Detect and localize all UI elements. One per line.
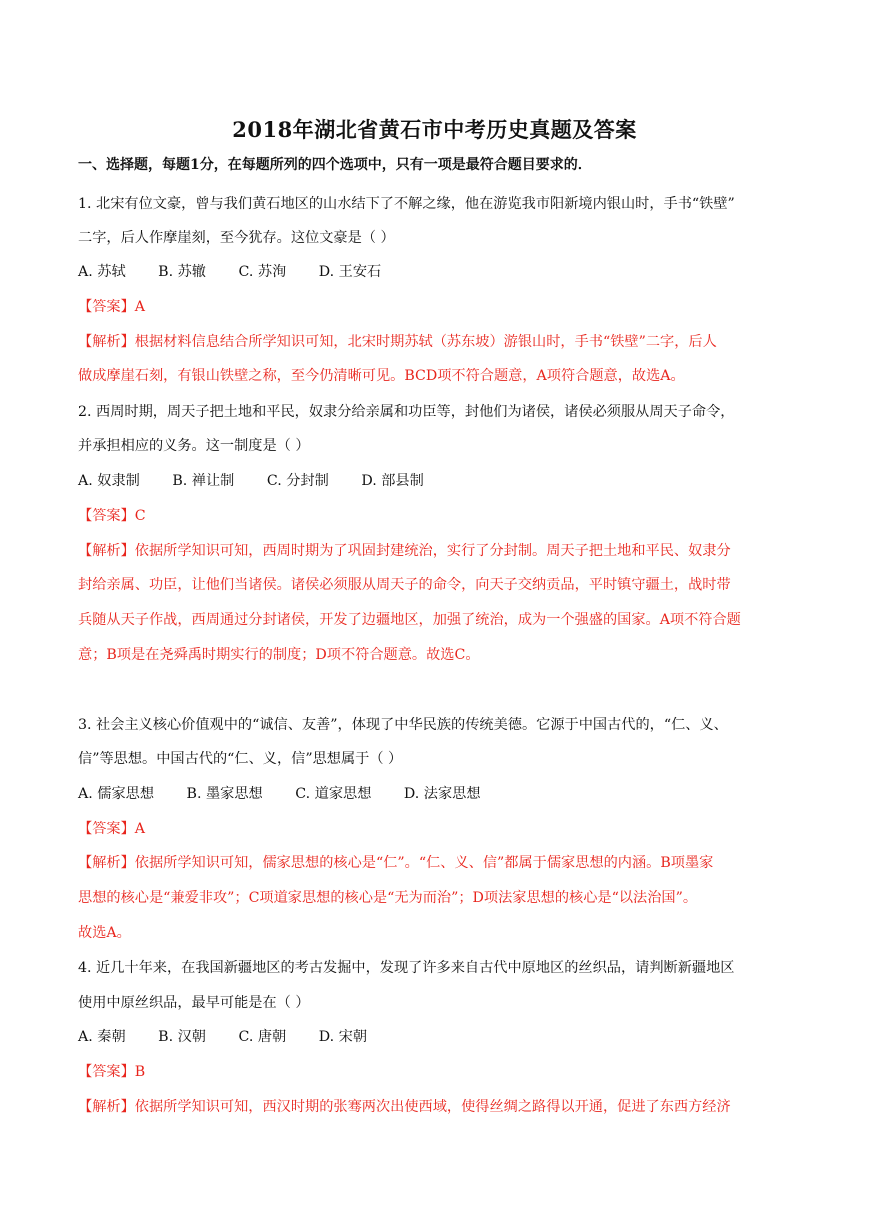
question-4-analysis-line-1: 【解析】依据所学知识可知，西汉时期的张骞两次出使西域，使得丝绸之路得以开通，促进了东西方经济 xyxy=(78,1099,731,1115)
question-1-options xyxy=(78,262,798,282)
question-3-answer: 【答案】A xyxy=(78,821,145,837)
question-2-answer: 【答案】C xyxy=(78,508,146,524)
question-1-analysis-line-1: 【解析】根据材料信息结合所学知识可知，北宋时期苏轼（苏东坡）游银山时，手书“铁壁”二字，后人 xyxy=(78,334,717,350)
question-2-stem-line-2: 并承担相应的义务。这一制度是（ ） xyxy=(78,438,310,454)
question-3-option-a: A. 儒家思想 xyxy=(78,786,155,802)
question-1-option-a: A. 苏轼 xyxy=(78,264,126,280)
question-4-option-c: C. 唐朝 xyxy=(238,1029,287,1045)
question-1-answer: 【答案】A xyxy=(78,299,145,315)
question-4-stem-line-2: 使用中原丝织品，最早可能是在（ ） xyxy=(78,995,310,1011)
question-4-options xyxy=(78,1027,798,1047)
question-4-option-b: B. 汉朝 xyxy=(158,1029,206,1045)
question-3-option-c: C. 道家思想 xyxy=(295,786,372,802)
question-3-analysis-line-1: 【解析】依据所学知识可知，儒家思想的核心是“仁”。“仁、义、信”都属于儒家思想的内涵。B项墨家 xyxy=(78,855,714,871)
question-3-stem-line-2: 信”等思想。中国古代的“仁、义，信”思想属于（ ） xyxy=(78,751,403,767)
question-2-analysis-line-2: 封给亲属、功臣，让他们当诸侯。诸侯必须服从周天子的命令，向天子交纳贡品，平时镇守疆土，战时带 xyxy=(78,577,731,593)
question-2-stem-line-1: 2. 西周时期，周天子把土地和平民，奴隶分给亲属和功臣等，封他们为诸侯，诸侯必须服从周天子命令， xyxy=(78,404,735,420)
question-1-analysis-line-2: 做成摩崖石刻，有银山铁壁之称，至今仍清晰可见。BCD项不符合题意，A项符合题意，故选A。 xyxy=(78,368,685,384)
question-3-analysis-line-2: 思想的核心是“兼爱非攻”；C项道家思想的核心是“无为而治”；D项法家思想的核心是“以法治国”。 xyxy=(78,890,698,906)
question-2-options xyxy=(78,471,798,491)
question-2-option-c: C. 分封制 xyxy=(266,473,329,489)
question-2-analysis-line-4: 意；B项是在尧舜禹时期实行的制度；D项不符合题意。故选C。 xyxy=(78,647,480,663)
question-4-stem-line-1: 4. 近几十年来，在我国新疆地区的考古发掘中，发现了许多来自古代中原地区的丝织品，请判断新疆地区 xyxy=(78,960,735,976)
question-2-option-a: A. 奴隶制 xyxy=(78,473,140,489)
question-3-analysis-line-3: 故选A。 xyxy=(78,925,131,941)
page-title: 2018年湖北省黄石市中考历史真题及答案 xyxy=(232,117,637,142)
section-heading: 一、选择题，每题1分，在每题所列的四个选项中，只有一项是最符合题目要求的． xyxy=(78,157,592,173)
question-4-option-a: A. 秦朝 xyxy=(78,1029,126,1045)
question-3-options xyxy=(78,784,798,804)
question-2-analysis-line-1: 【解析】依据所学知识可知，西周时期为了巩固封建统治，实行了分封制。周天子把土地和平民、奴隶分 xyxy=(78,543,731,559)
question-3-stem-line-1: 3. 社会主义核心价值观中的“诚信、友善”，体现了中华民族的传统美德。它源于中国古代的，“仁、义、 xyxy=(78,717,728,733)
question-2-option-b: B. 禅让制 xyxy=(172,473,235,489)
question-3-option-b: B. 墨家思想 xyxy=(186,786,263,802)
question-1-option-c: C. 苏洵 xyxy=(238,264,287,280)
question-3-option-d: D. 法家思想 xyxy=(403,786,481,802)
question-1-stem-line-1: 1. 北宋有位文豪，曾与我们黄石地区的山水结下了不解之缘，他在游览我市阳新境内银山时，手书“铁壁” xyxy=(78,196,735,212)
question-1-stem-line-2: 二字，后人作摩崖刻，至今犹存。这位文豪是（ ） xyxy=(78,230,395,246)
question-2-option-d: D. 部县制 xyxy=(361,473,424,489)
question-1-option-b: B. 苏辙 xyxy=(158,264,206,280)
question-4-answer: 【答案】B xyxy=(78,1064,146,1080)
question-4-option-d: D. 宋朝 xyxy=(318,1029,368,1045)
question-2-analysis-line-3: 兵随从天子作战，西周通过分封诸侯，开发了边疆地区，加强了统治，成为一个强盛的国家。A项不符合题 xyxy=(78,612,741,628)
question-1-option-d: D. 王安石 xyxy=(318,264,382,280)
